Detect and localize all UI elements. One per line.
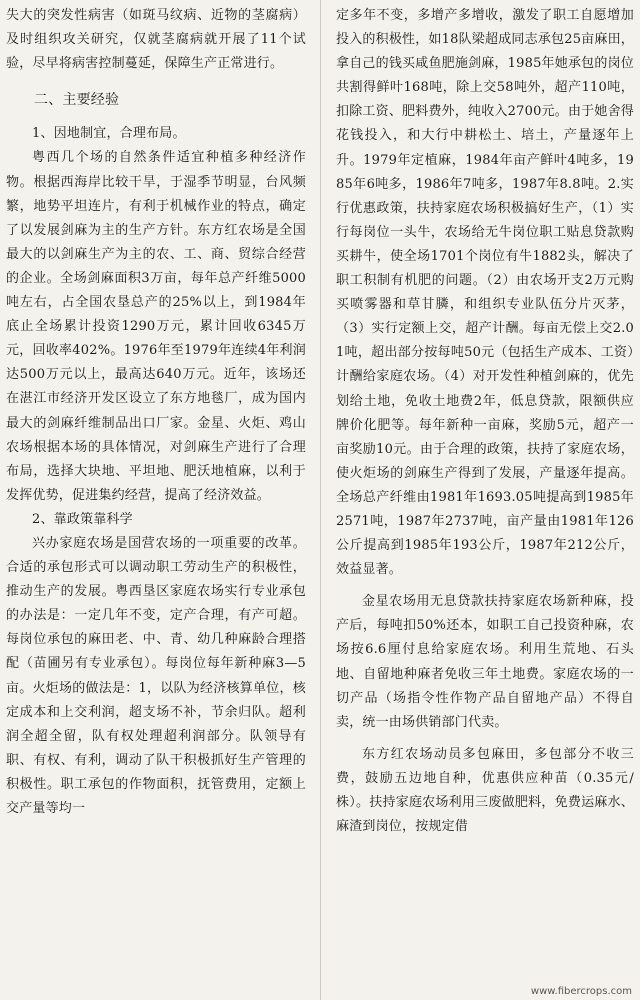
paragraph-dongfanghong-farm: 东方红农场动员多包麻田，多包部分不收三费，鼓励五边地自种，优惠供应种苗（0.35元/株）。扶持家庭农场利用三废做肥料，免费运麻水、麻渣到岗位，按规定借 xyxy=(336,746,634,835)
section-heading-main-experience: 二、主要经验 xyxy=(34,92,120,109)
watermark: www.fibercrops.com xyxy=(530,986,632,997)
right-column xyxy=(336,4,634,839)
paragraph-continued: 定多年不变，多增产多增收，激发了职工自愿增加投入的积极性，如18队梁超成同志承包25亩麻田，拿自己的钱买咸鱼肥施剑麻，1985年她承包的岗位共割得鲜叶168吨，除上交58吨外，超产110吨，扣除工资、肥料费外，纯收入2700元。由于她舍得花钱投入，和大行中耕松土、培土，产量逐年上升。1979年定植麻，1984年亩产鲜叶4吨多，1985年6吨多，1986年7吨多，1987年8.8吨。2.实行优惠政策，扶持家庭农场积极搞好生产，（1）实行每岗位一头牛，农场给无牛岗位职工贴息贷款购买耕牛，使全场1701个岗位有牛1882头，解决了职工积制有机肥的问题。（2）由农场开支2万元购买喷雾器和草甘膦，和组织专业队伍分片灭茅，（3）实行定额上交，超产计酬。每亩无偿上交2.01吨，超出部分按每吨50元（包括生产成本、工资）计酬给家庭农场。（4）对开发性种植剑麻的，优先划给土地，免收土地费2年，低息贷款，限额供应牌价化肥等。每年新种一亩麻，奖励5元，超产一亩奖励10元。由于合理的政策，扶持了家庭农场，使火炬场的剑麻生产得到了发展，产量逐年提高。全场总产纤维由1981年1693.05吨提高到1985年2571吨，1987年2737吨，亩产量由1981年126公斤提高到1985年193公斤，1987年212公斤，效益显著。 xyxy=(336,8,634,578)
paragraph-intro: 失大的突发性病害（如斑马纹病、近物的茎腐病）及时组织攻关研究，仅就茎腐病就开展了11个试验，尽早将病害控制蔓延，保障生产正常进行。 xyxy=(6,8,306,72)
paragraph-family-farms: 兴办家庭农场是国营农场的一项重要的改革。合适的承包形式可以调动职工劳动生产的积极性，推动生产的发展。粤西垦区家庭农场实行专业承包的办法是：一定几年不变，定产合理，有产可超。每岗位承包的麻田老、中、青、幼几种麻龄合理搭配（苗圃另有专业承包）。每岗位每年新种麻3—5亩。火炬场的做法是：1，以队为经济核算单位，核定成本和上交利润，超支场不补，节余归队。超利润全超全留，队有权处理超利润部分。队领导有职、有权、有利，调动了队干积极抓好生产管理的积极性。职工承包的作物面积，抚管费用，定额上交产量等均一 xyxy=(6,535,306,816)
paragraph-layout: 粤西几个场的自然条件适宜种植多种经济作物。根据西海岸比较干旱，于湿季节明显，台风频繁，地势平坦连片，有利于机械作业的特点，确定了以发展剑麻为主的生产方针。东方红农场是全国最大的以剑麻生产为主的农、工、商、贸综合经营的企业。全场剑麻面积3万亩，每年总产纤维5000吨左右，占全国农垦总产的25%以上，到1984年底止全场累计投资1290万元，累计回收6345万元，回收率402%。1976年至1979年连续4年利润达500万元以上，最高达640万元。近年，该场还在湛江市经济开发区设立了东方地毯厂，成为国内最大的剑麻纤维制品出口厂家。金星、火炬、鸡山农场根据本场的具体情况，对剑麻生产进行了合理布局，选择大块地、平坦地、肥沃地植麻，以利于发挥优势，促进集约经营，提高了经济效益。 xyxy=(6,150,306,503)
left-column xyxy=(6,4,306,821)
column-divider xyxy=(320,0,321,1000)
paragraph-jinxing-farm: 金星农场用无息贷款扶持家庭农场新种麻，投产后，每吨扣50%还本，如职工自己投资种麻，农场按6.6厘付息给家庭农场。利用生荒地、石头地、自留地种麻者免收三年土地费。家庭农场的一切产品（场指令性作物产品自留地产品）不得自卖，统一由场供销部门代卖。 xyxy=(336,594,634,730)
subheading-policy-science: 2、靠政策靠科学 xyxy=(32,511,133,527)
subheading-local-conditions: 1、因地制宜，合理布局。 xyxy=(32,126,186,142)
